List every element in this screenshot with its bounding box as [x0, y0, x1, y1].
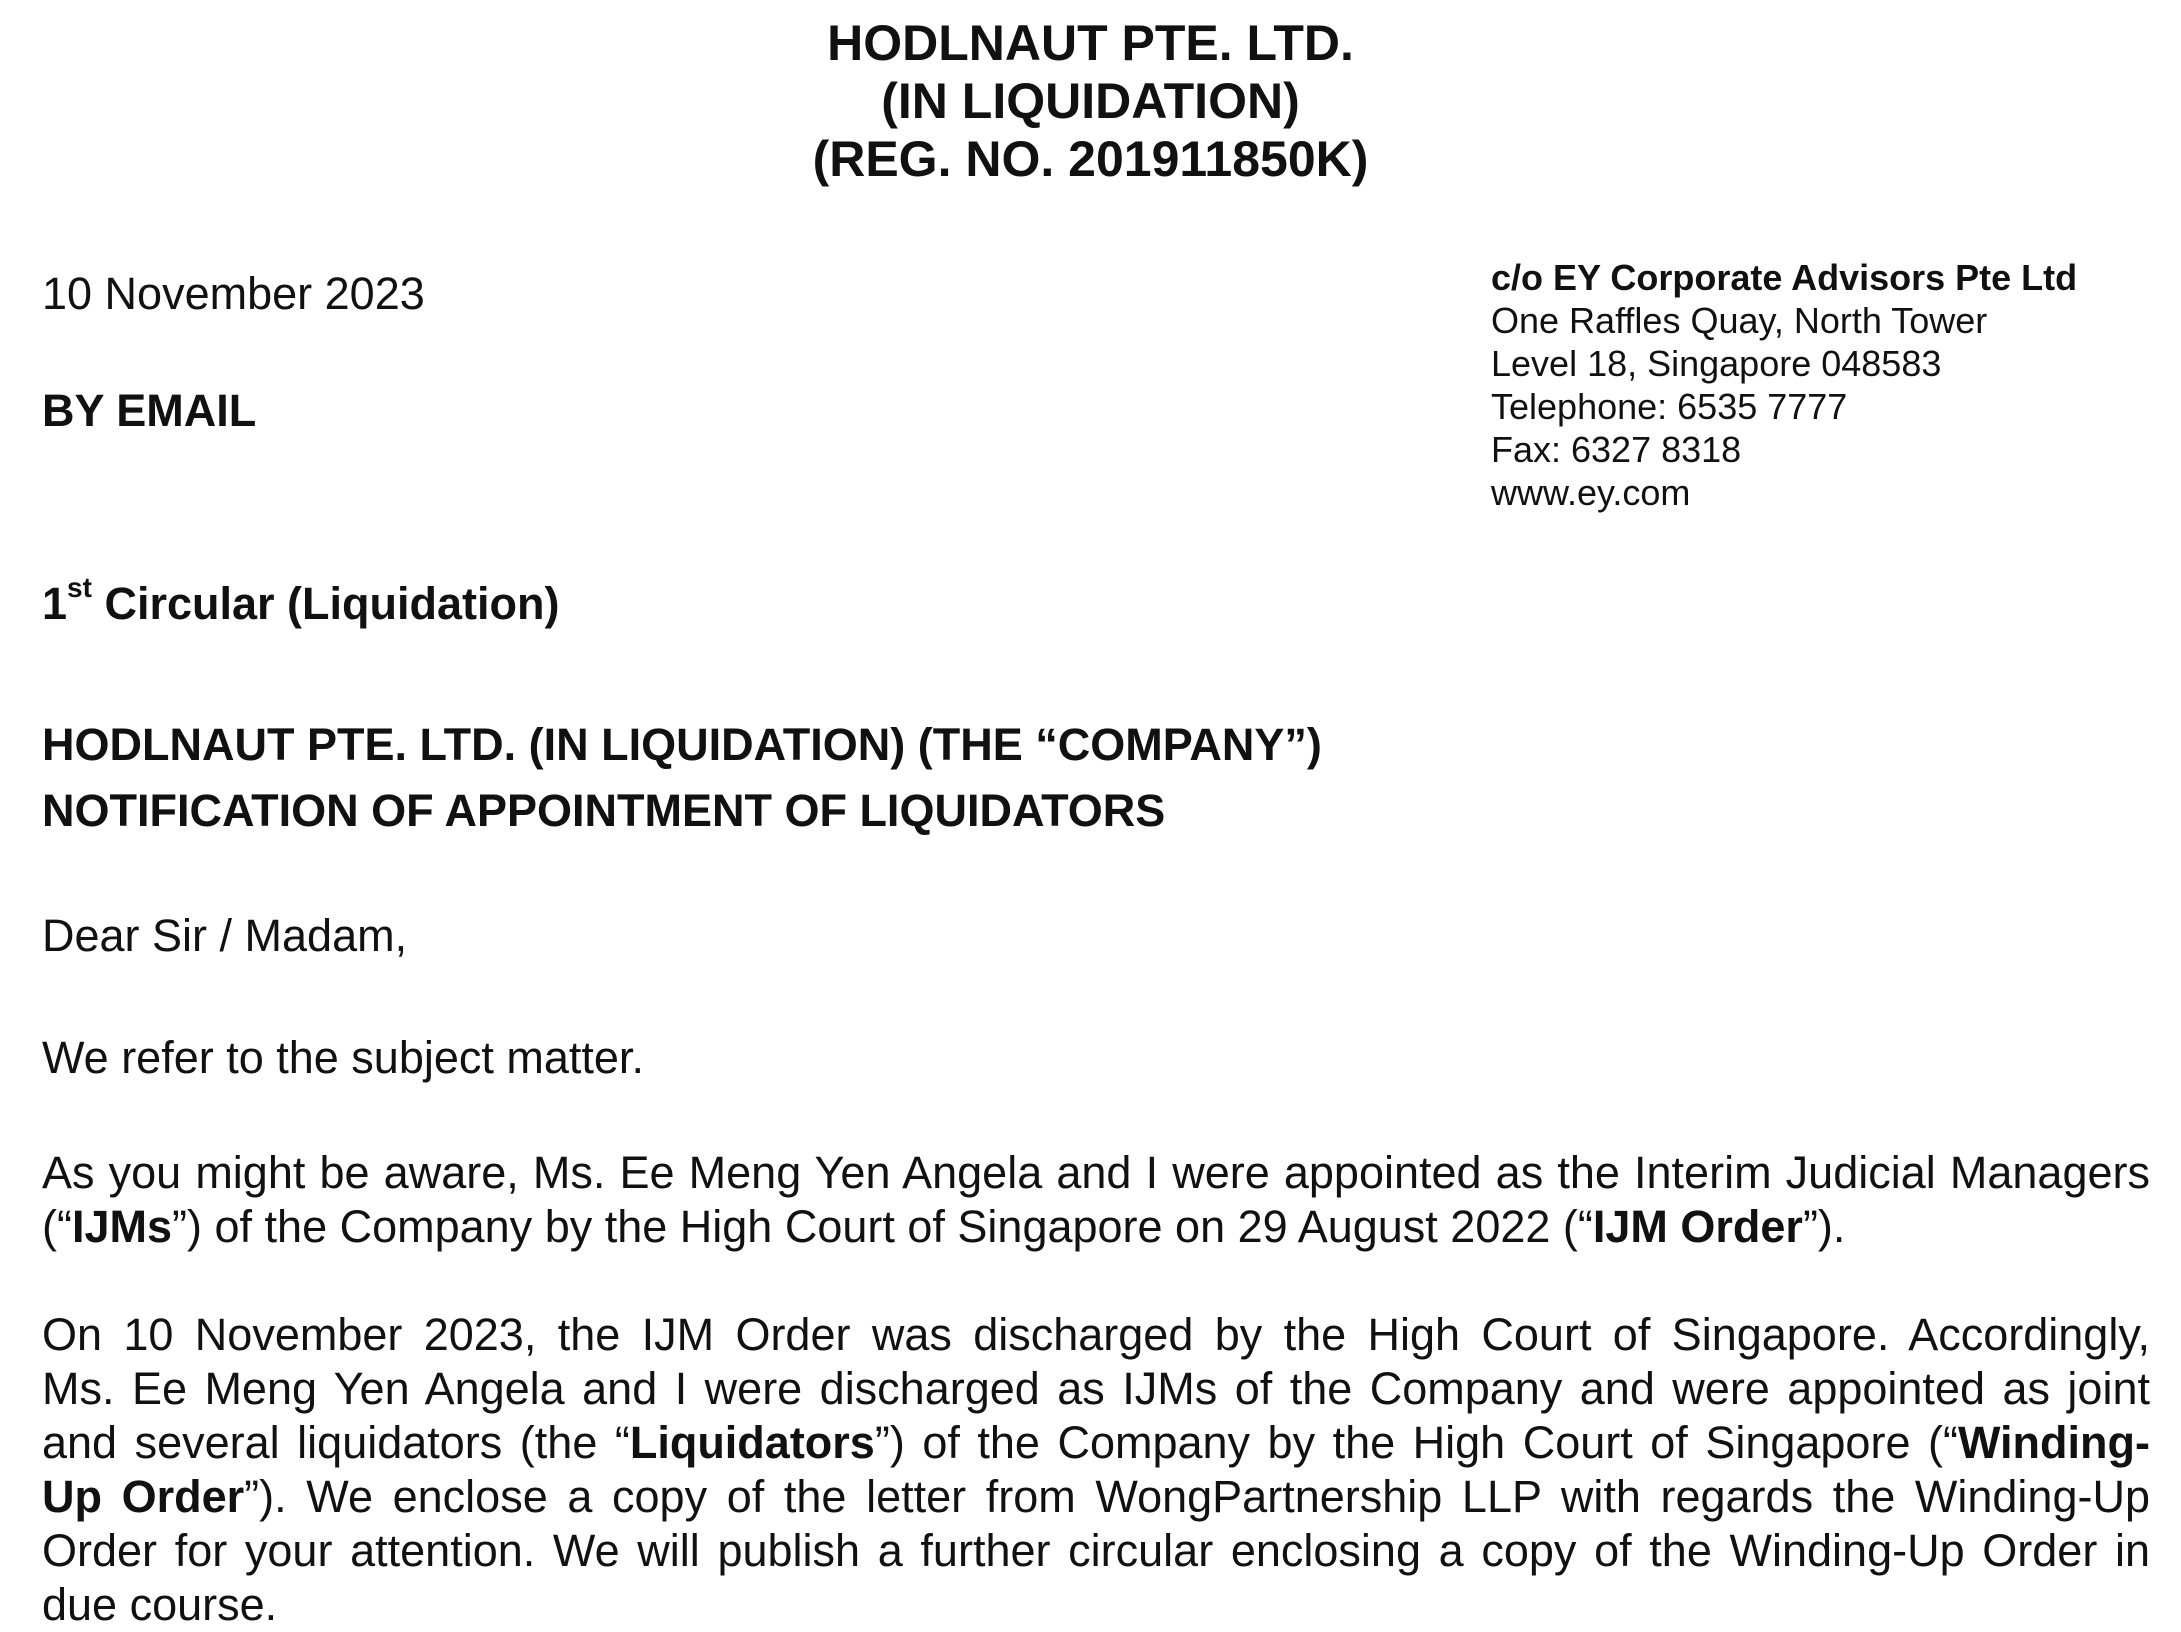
paragraph-1-line-1: As you might be aware, Ms. Ee Meng Yen Angela and I were appointed as the Interim Judicial Managers [42, 1147, 2150, 1198]
address-company: c/o EY Corporate Advisors Pte Ltd [1491, 257, 2078, 298]
paragraph-2-line-1: On 10 November 2023, the IJM Order was discharged by the High Court of Singapore. Accordingly, [42, 1309, 2150, 1360]
paragraph-2-line-4 [42, 1470, 2150, 1524]
text-fragment: ”) of the Company by the High Court of Singapore on 29 August 2022 (“ [172, 1201, 1593, 1252]
subject-block [42, 712, 1322, 844]
defined-term-ijms: IJMs [71, 1201, 173, 1252]
address-line-1: One Raffles Quay, North Tower [1491, 300, 1988, 341]
address-telephone: Telephone: 6535 7777 [1491, 386, 1848, 427]
defined-term-winding-up-part-1: Winding- [1957, 1417, 2150, 1468]
address-line-2: Level 18, Singapore 048583 [1491, 343, 1942, 384]
registration-number-heading: (REG. NO. 201911850K) [812, 131, 1369, 187]
defined-term-liquidators: Liquidators [629, 1417, 875, 1468]
text-fragment: ”) of the Company by the High Court of Singapore (“ [874, 1417, 1958, 1468]
subject-line-notification: NOTIFICATION OF APPOINTMENT OF LIQUIDATORS [42, 785, 1166, 836]
circular-title-text: Circular (Liquidation) [104, 578, 560, 629]
circular-number: 1 [42, 578, 68, 629]
address-website: www.ey.com [1491, 472, 1691, 513]
salutation: Dear Sir / Madam, [42, 910, 408, 961]
address-fax: Fax: 6327 8318 [1491, 429, 1742, 470]
text-fragment: ”). [1802, 1201, 1846, 1252]
liquidation-status-heading: (IN LIQUIDATION) [881, 73, 1300, 129]
defined-term-ijm-order: IJM Order [1592, 1201, 1803, 1252]
paragraph-ijm-appointment [42, 1146, 2150, 1254]
paragraph-liquidators-appointment [42, 1308, 2150, 1632]
intro-sentence: We refer to the subject matter. [42, 1032, 644, 1083]
company-name-heading: HODLNAUT PTE. LTD. [827, 15, 1354, 71]
text-fragment: and several liquidators (the “ [42, 1417, 630, 1468]
paragraph-2-line-2: Ms. Ee Meng Yen Angela and I were discharged as IJMs of the Company and were appointed as joint [42, 1363, 2150, 1414]
sender-address-block [1491, 256, 2077, 514]
circular-title [42, 572, 560, 630]
paragraph-2-line-6: due course. [42, 1579, 278, 1630]
defined-term-winding-up-part-2: Up Order [42, 1471, 245, 1522]
paragraph-2-line-3 [42, 1416, 2150, 1470]
paragraph-1-line-2 [42, 1200, 2150, 1254]
paragraph-2-line-5: Order for your attention. We will publish a further circular enclosing a copy of the Winding-Up Order in [42, 1525, 2150, 1576]
text-fragment: ”). We enclose a copy of the letter from WongPartnership LLP with regards the Winding-Up [244, 1471, 2150, 1522]
subject-line-company: HODLNAUT PTE. LTD. (IN LIQUIDATION) (THE “COMPANY”) [42, 719, 1322, 770]
letter-date: 10 November 2023 [42, 268, 425, 319]
delivery-method: BY EMAIL [42, 385, 257, 436]
letter-header [0, 14, 2181, 188]
text-fragment: (“ [42, 1201, 72, 1252]
circular-ordinal-suffix: st [67, 572, 92, 603]
